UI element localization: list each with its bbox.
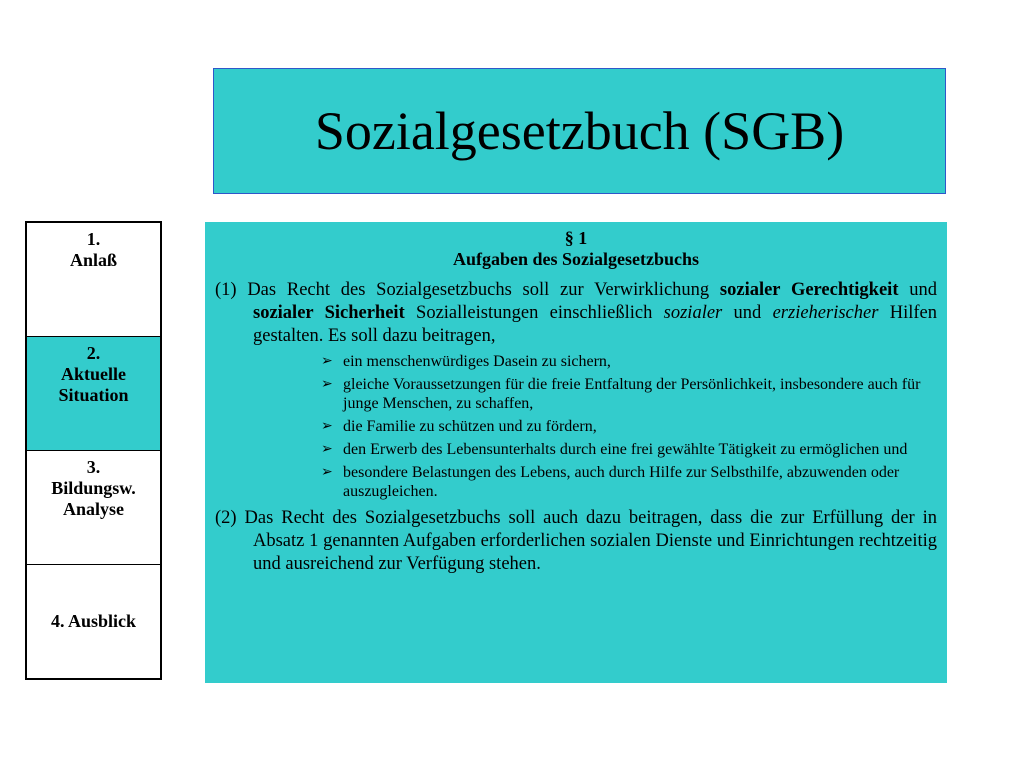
arrow-bullet-icon: ➢ xyxy=(321,442,333,457)
section-nav xyxy=(25,221,162,680)
section-title: Aufgaben des Sozialgesetzbuchs xyxy=(452,249,699,269)
content-panel xyxy=(205,222,947,683)
nav-item-ausblick[interactable]: 4. Ausblick xyxy=(27,565,160,678)
page-title: Sozialgesetzbuch (SGB) xyxy=(314,101,845,161)
bullet-text: ein menschenwürdiges Dasein zu sichern, xyxy=(343,353,611,370)
bullet-text: den Erwerb des Lebensunterhalts durch eine frei gewählte Tätigkeit zu ermöglichen und xyxy=(343,441,908,458)
para1-italic-2: erzieherischer xyxy=(772,303,879,323)
paragraph-1 xyxy=(215,279,937,348)
para1-text-2: und xyxy=(898,280,937,300)
para1-italic-1: sozialer xyxy=(663,303,723,323)
list-item xyxy=(321,352,937,371)
bullet-text: gleiche Voraussetzungen für die freie Entfaltung der Persönlichkeit, insbesondere auch für junge Menschen, zu schaffen, xyxy=(343,376,921,412)
paragraph-2: (2) Das Recht des Sozialgesetzbuchs soll auch dazu beitragen, dass die zur Erfüllung der in Absatz 1 genannten Aufgaben erforderlichen sozialen Dienste und Einrichtungen rechtzeitig und ausreichend zur Verfügung stehen. xyxy=(215,508,937,574)
title-box xyxy=(213,68,946,194)
para1-bold-1: sozialer Gerechtigkeit xyxy=(719,280,899,300)
arrow-bullet-icon: ➢ xyxy=(321,377,333,392)
nav-item-bildungsw-analyse[interactable]: 3. Bildungsw. Analyse xyxy=(27,451,160,565)
bullet-text: besondere Belastungen des Lebens, auch durch Hilfe zur Selbsthilfe, abzuwenden oder auszugleichen. xyxy=(343,464,900,500)
bullet-text: die Familie zu schützen und zu fördern, xyxy=(343,418,597,435)
arrow-bullet-icon: ➢ xyxy=(321,419,333,434)
list-item xyxy=(321,417,937,436)
arrow-bullet-icon: ➢ xyxy=(321,465,333,480)
para1-text-5: Hilfen gestalten. Es soll dazu beitragen, xyxy=(253,303,937,346)
arrow-bullet-icon: ➢ xyxy=(321,354,333,369)
para1-text-1: (1) Das Recht des Sozialgesetzbuchs soll zur Verwirklichung xyxy=(215,280,720,300)
list-item xyxy=(321,375,937,413)
list-item xyxy=(321,440,937,459)
bullet-list xyxy=(215,352,937,501)
para1-bold-2: sozialer Sicherheit xyxy=(253,303,405,323)
section-number: § 1 xyxy=(564,228,588,248)
nav-item-anlass[interactable]: 1. Anlaß xyxy=(27,223,160,337)
para1-text-3: Sozialleistungen einschließlich xyxy=(404,303,664,323)
nav-item-aktuelle-situation[interactable]: 2. Aktuelle Situation xyxy=(27,337,160,451)
para1-text-4: und xyxy=(722,303,773,323)
list-item xyxy=(321,463,937,501)
